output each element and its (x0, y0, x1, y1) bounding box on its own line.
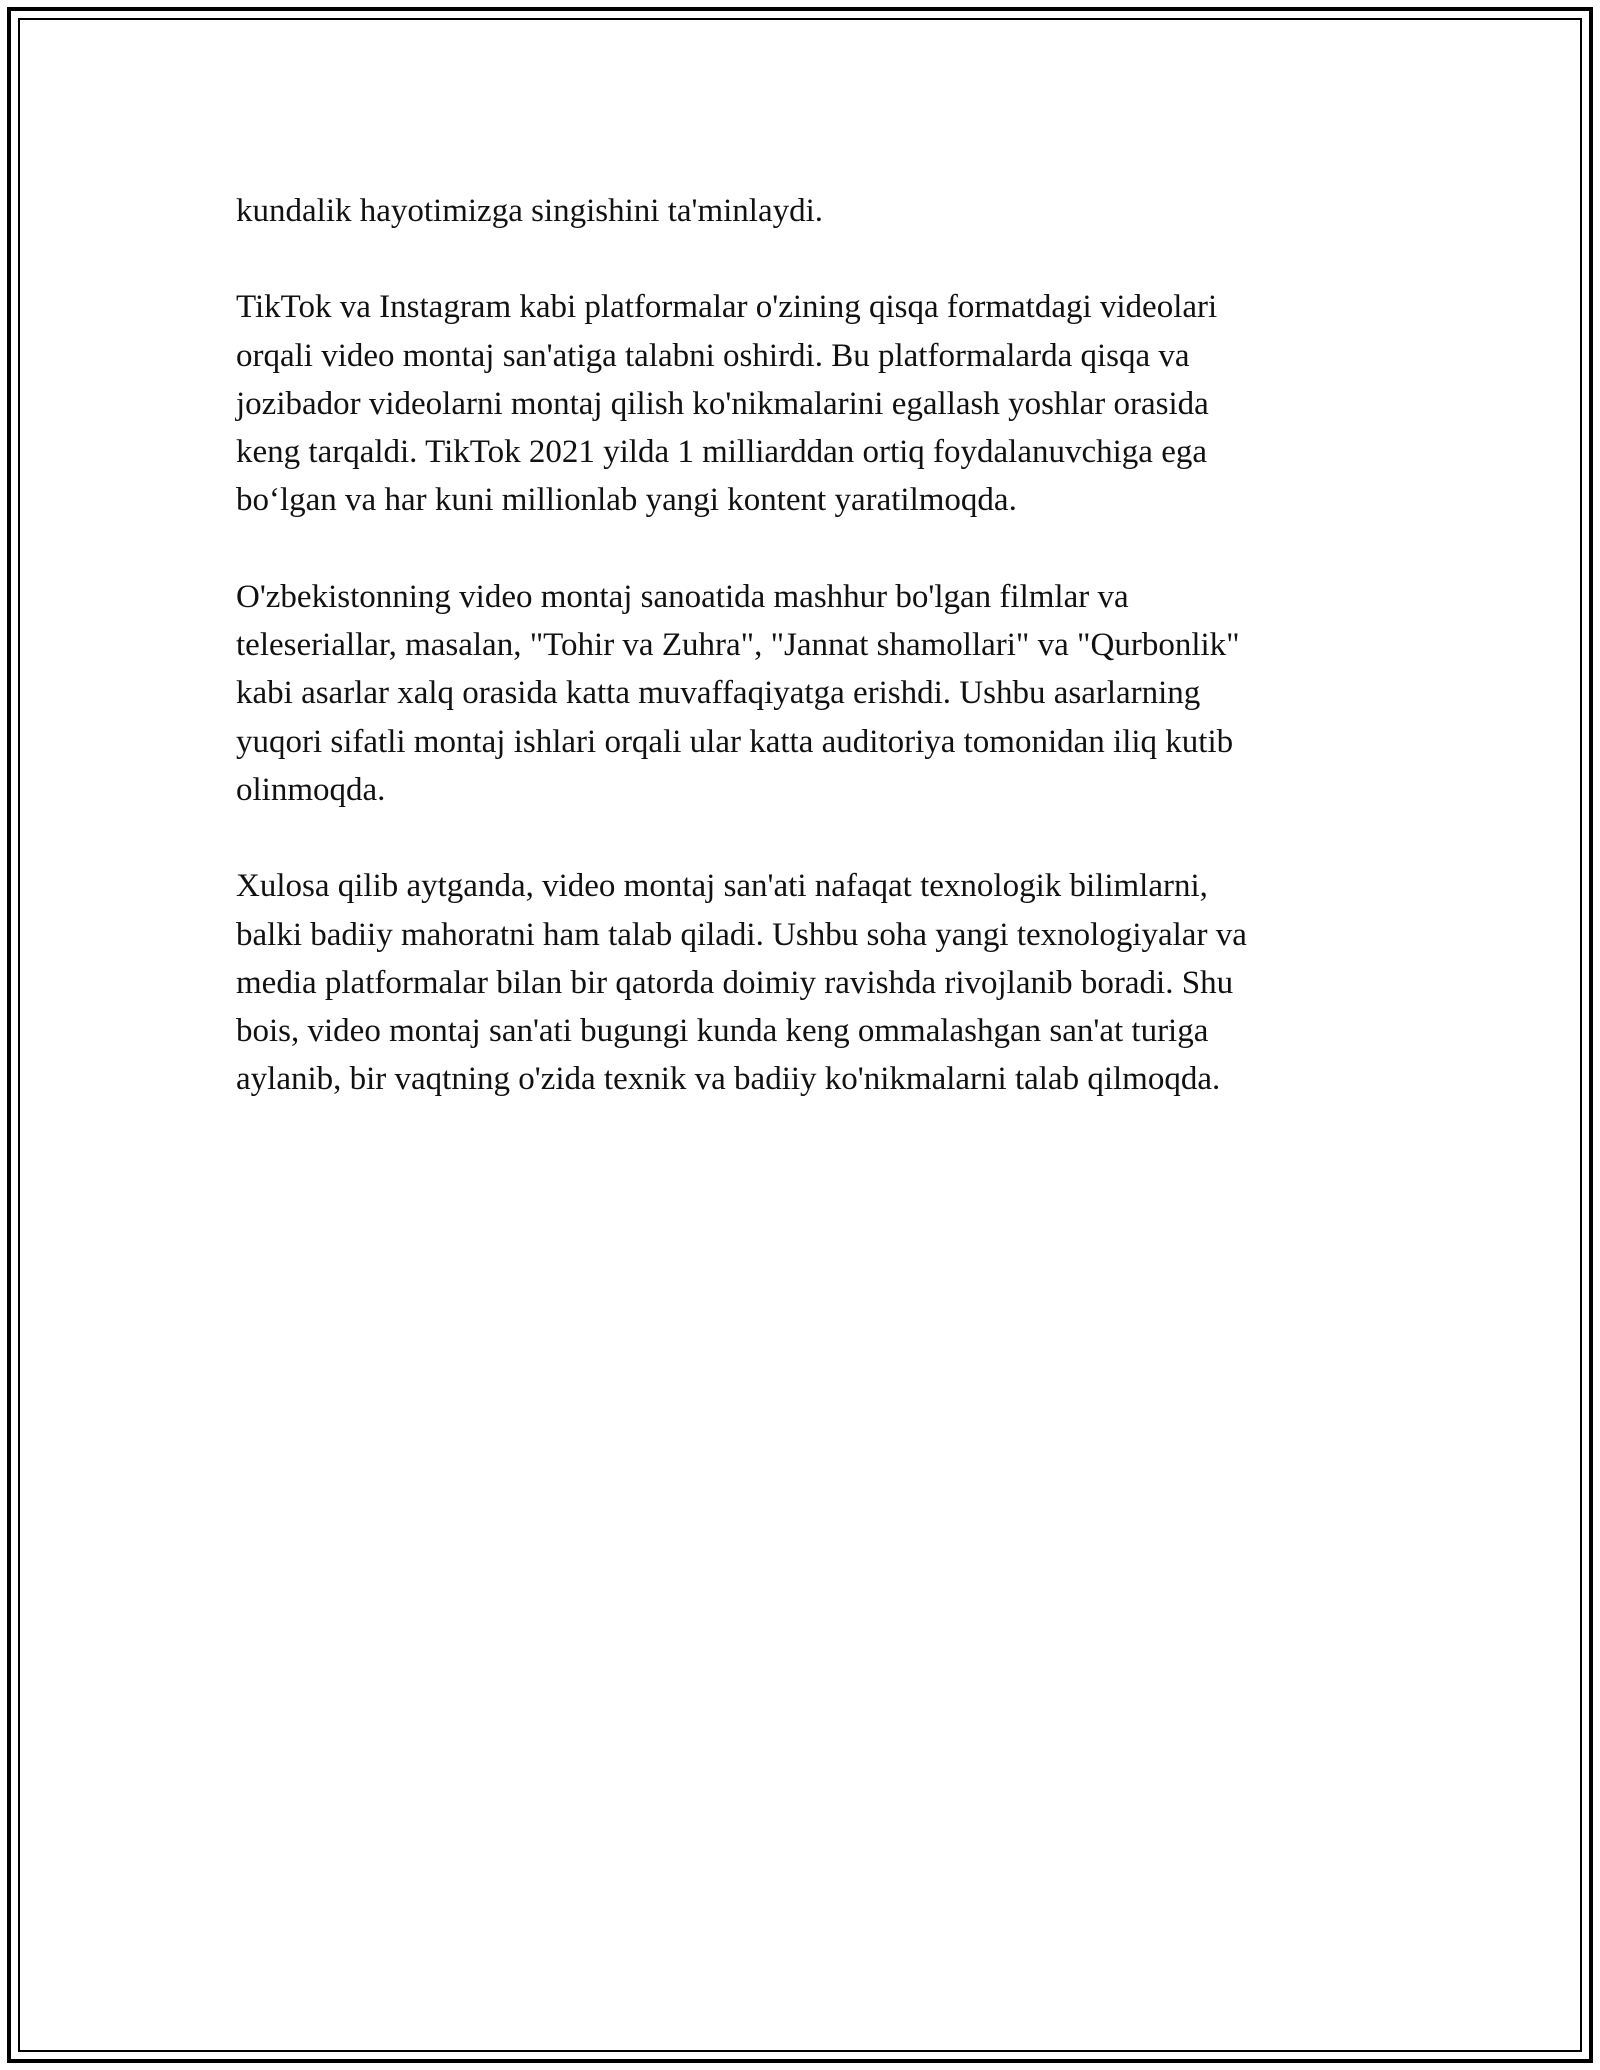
paragraph-conclusion: Xulosa qilib aytganda, video montaj san'ati nafaqat texnologik bilimlarni, balki badiiy mahoratni ham talab qiladi. Ushbu soha yangi texnologiyalar va media platformalar bilan bir qatorda doimiy ravishda rivojlanib boradi. Shu bois, video montaj san'ati bugungi kunda keng ommalashgan san'at turiga aylanib, bir vaqtning o'zida texnik va badiiy ko'nikmalarni talab qilmoqda. (236, 868, 1247, 1098)
paragraph-uzbek-films: O'zbekistonning video montaj sanoatida mashhur bo'lgan filmlar va teleseriallar, masalan, "Tohir va Zuhra", "Jannat shamollari" va "Qurbonlik" kabi asarlar xalq orasida katta muvaffaqiyatga erishdi. Ushbu asarlarning yuqori sifatli montaj ishlari orqali ular katta auditoriya tomonidan iliq kutib olinmoqda. (236, 578, 1240, 808)
paragraph-continuation: kundalik hayotimizga singishini ta'minlaydi. (236, 193, 824, 229)
paragraph-tiktok-instagram: TikTok va Instagram kabi platformalar o'zining qisqa formatdagi videolari orqali video montaj san'atiga talabni oshirdi. Bu platformalarda qisqa va jozibador videolarni montaj qilish ko'nikmalarini egallash yoshlar orasida keng tarqaldi. TikTok 2021 yilda 1 milliarddan ortiq foydalanuvchiga ega bo‘lgan va har kuni millionlab yangi kontent yaratilmoqda. (236, 289, 1218, 519)
document-body (236, 187, 1366, 1104)
